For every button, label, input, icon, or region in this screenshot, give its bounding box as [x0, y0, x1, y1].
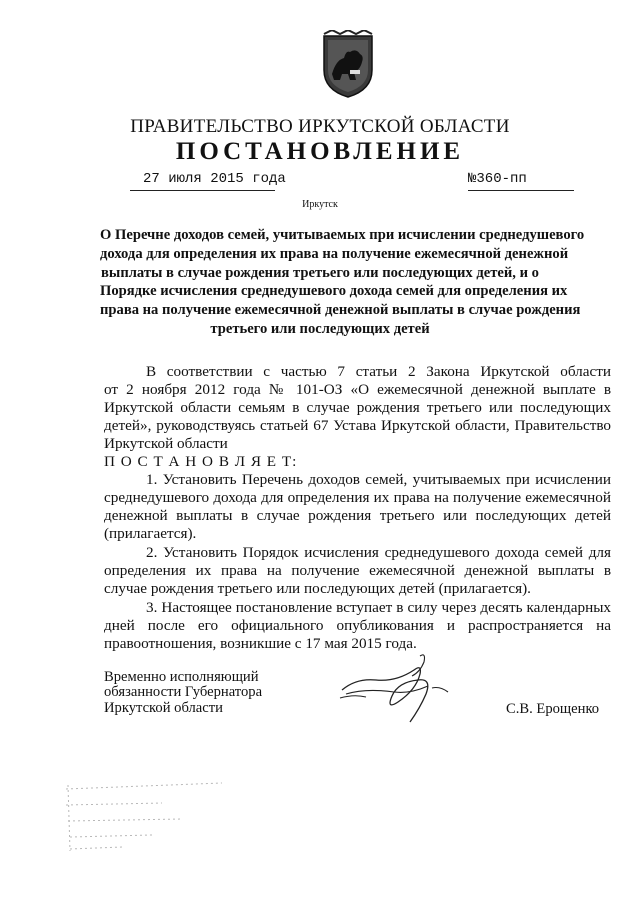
preamble-line: В соответствии с частью 7 статьи 2 Закона Иркутской области — [146, 363, 611, 380]
handwritten-signature — [336, 650, 452, 726]
resolves-word: П О С Т А Н О В Л Я Е Т: — [104, 453, 298, 470]
preamble-line: Иркутской области — [104, 435, 228, 452]
item-line: 3. Настоящее постановление вступает в силу через десять календарных — [146, 599, 611, 616]
decree-date: 27 июля 2015 года — [143, 171, 286, 187]
government-title: ПРАВИТЕЛЬСТВО ИРКУТСКОЙ ОБЛАСТИ — [130, 116, 510, 137]
position-line: Иркутской области — [104, 699, 223, 716]
item-line: определения их права на получение ежемесячной денежной выплаты в — [104, 562, 611, 579]
document-type-title: ПОСТАНОВЛЕНИЕ — [175, 138, 465, 165]
heading-line: права на получение ежемесячной денежной выплаты в случае рождения — [100, 302, 581, 319]
heading-line: выплаты в случае рождения третьего или последующих детей, и о — [101, 264, 539, 281]
item-line: 2. Установить Порядок исчисления среднедушевого дохода семей для — [146, 544, 611, 561]
signatory-position — [104, 670, 262, 716]
city-name: Иркутск — [302, 199, 338, 210]
decree-item-2 — [104, 544, 611, 598]
position-line: Временно исполняющий — [104, 669, 259, 685]
faint-stamp-marks — [62, 775, 242, 855]
decree-body — [104, 363, 611, 653]
item-line: случае рождения третьего или последующих детей (прилагается). — [104, 580, 531, 597]
position-line: обязанности Губернатора — [104, 684, 263, 701]
item-line: денежной выплаты в случае рождения третьего или последующих детей — [104, 507, 611, 524]
heading-line: Порядке исчисления среднедушевого дохода семей для определения их — [100, 283, 568, 300]
decree-heading — [100, 226, 585, 339]
item-line: дней после его официального опубликования и распространяется на — [104, 617, 611, 634]
coat-of-arms-icon — [320, 30, 376, 100]
preamble-line: от 2 ноября 2012 года № 101-ОЗ «О ежемесячной денежной выплате в — [104, 381, 611, 398]
number-underline — [468, 190, 574, 191]
date-underline — [130, 190, 275, 191]
heading-line: О Перечне доходов семей, учитываемых при исчислении среднедушевого — [100, 227, 585, 243]
item-line: 1. Установить Перечень доходов семей, учитываемых при исчислении — [146, 471, 611, 488]
decree-item-1 — [104, 471, 611, 543]
preamble-line: Иркутской области семьям в случае рождения третьего или последующих — [104, 399, 611, 416]
item-line: (прилагается). — [104, 525, 197, 542]
decree-item-3 — [104, 599, 611, 653]
heading-line: дохода для определения их права на получение ежемесячной денежной — [100, 245, 569, 262]
item-line: правоотношения, возникшие с 17 мая 2015 года. — [104, 635, 417, 652]
heading-line: третьего или последующих детей — [210, 320, 430, 337]
item-line: среднедушевого дохода для определения их права на получение ежемесячной — [104, 489, 611, 506]
signatory-name: С.В. Ерощенко — [506, 701, 600, 717]
preamble — [104, 363, 611, 453]
decree-number: №360-пп — [468, 171, 527, 187]
preamble-line: детей», руководствуясь статьей 67 Устава Иркутской области, Правительство — [104, 417, 611, 434]
